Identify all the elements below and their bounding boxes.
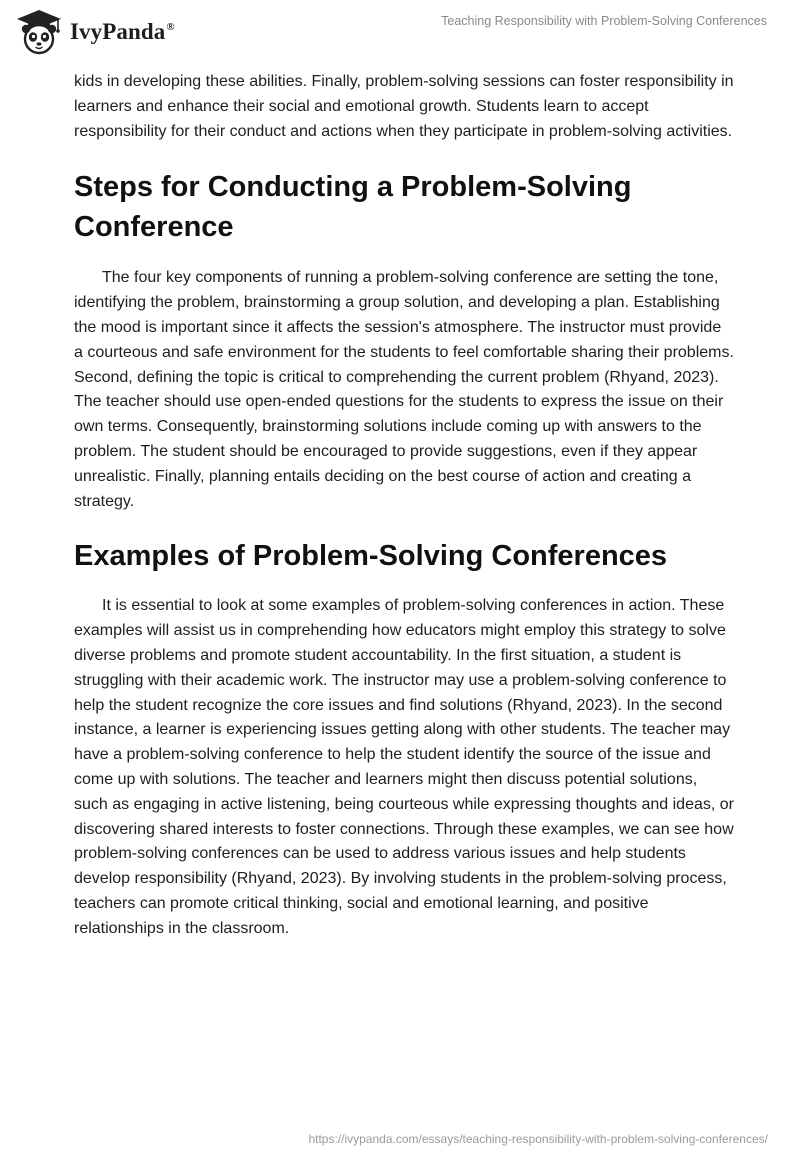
source-url[interactable]: https://ivypanda.com/essays/teaching-responsibility-with-problem-solving-conferences/ [308,1132,768,1146]
intro-paragraph: kids in developing these abilities. Finally, problem-solving sessions can foster responsibility in learners and enhance their social and emotional growth. Students learn to accept responsibility for their conduct and actions when they participate in problem-solving activities. [74,73,734,140]
panda-graduate-icon [14,8,64,56]
examples-paragraph: It is essential to look at some examples of problem-solving conferences in action. These examples will assist us in comprehending how educators might employ this strategy to solve diverse problems and promote student accountability. In the first situation, a student is struggling with their academic work. The instructor may use a problem-solving conference to help the student recognize the core issues and find solutions (Rhyand, 2023). In the second instance, a learner is experiencing issues getting along with other students. The teacher may have a problem-solving conference to help the student identify the source of the issue and come up with solutions. The teacher and learners might then discuss potential solutions, such as engaging in active listening, being courteous while expressing thoughts and ideas, or discovering shared interests to foster connections. Through these examples, we can see how problem-solving conferences can be used to address various issues and help students develop responsibility (Rhyand, 2023). By involving students in the problem-solving process, teachers can promote critical thinking, social and emotional learning, and positive relationships in the classroom. [74,597,734,937]
brand-logo[interactable] [14,8,175,56]
brand-name: IvyPanda® [70,19,175,44]
section-heading-examples: Examples of Problem-Solving Conferences [74,540,668,573]
article-body [74,70,734,942]
page-header [0,0,800,64]
steps-paragraph: The four key components of running a problem-solving conference are setting the tone, identifying the problem, brainstorming a group solution, and developing a plan. Establishing the mood is important since it affects the session's atmosphere. The instructor must provide a courteous and safe environment for the students to feel comfortable sharing their problems. Second, defining the topic is critical to comprehending the current problem (Rhyand, 2023). The teacher should use open-ended questions for the students to express the issue on their own terms. Consequently, brainstorming solutions include coming up with answers to the problem. The student should be encouraged to provide suggestions, even if they appear unrealistic. Finally, planning entails deciding on the best course of action and creating a strategy. [74,269,734,510]
document-title: Teaching Responsibility with Problem-Solving Conferences [441,14,767,28]
section-heading-steps: Steps for Conducting a Problem-Solving Conference [74,171,632,244]
registered-mark: ® [166,21,175,34]
